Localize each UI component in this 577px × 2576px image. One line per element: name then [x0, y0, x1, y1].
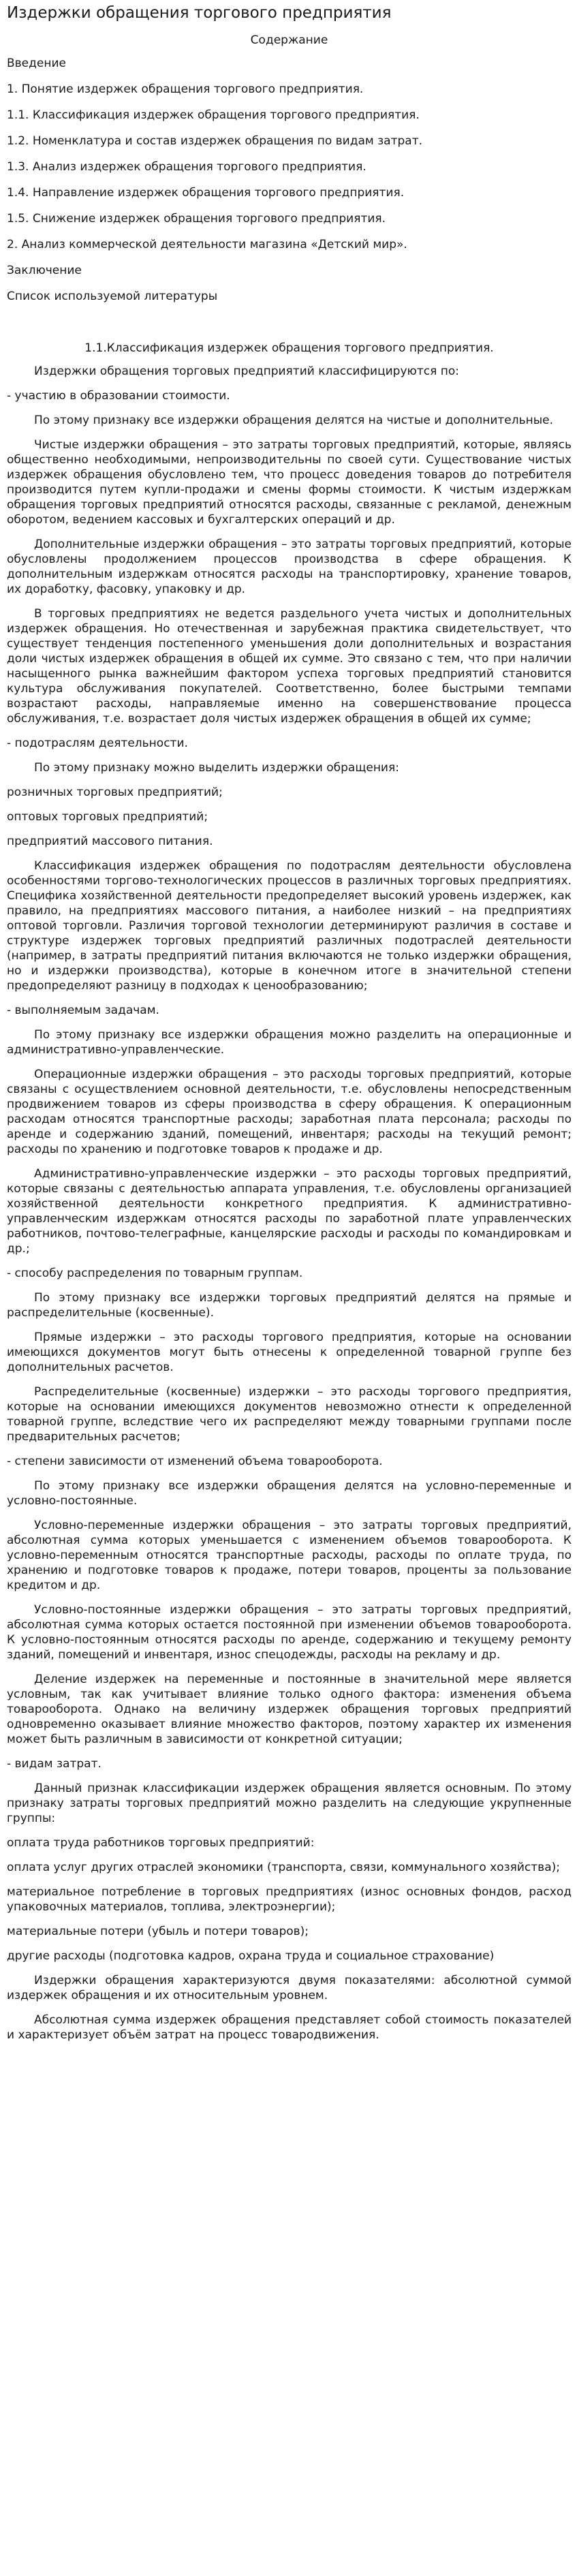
paragraph: материальное потребление в торговых предприятиях (износ основных фондов, расход упаковочных материалов, топлива, электроэнергии); [7, 1885, 572, 1914]
toc-item: Список используемой литературы [7, 290, 218, 303]
paragraph: - участию в образовании стоимости. [7, 389, 230, 403]
paragraph: По этому признаку все издержки обращения можно разделить на операционные и административно-управленческие. [7, 1028, 572, 1057]
toc-item: 1.4. Направление издержек обращения торгового предприятия. [7, 186, 405, 200]
section-title: 1.1.Классификация издержек обращения торгового предприятия. [84, 341, 494, 355]
paragraph: - видам затрат. [7, 1757, 102, 1771]
paragraph: По этому признаку все издержки обращения делятся на чистые и дополнительные. [34, 414, 554, 427]
paragraph: - подотраслям деятельности. [7, 736, 188, 750]
toc-item: 2. Анализ коммерческой деятельности магазина «Детский мир». [7, 238, 407, 251]
paragraph: Издержки обращения торговых предприятий классифицируются по: [34, 364, 459, 378]
table-of-contents [7, 56, 572, 304]
toc-item: 1. Понятие издержек обращения торгового предприятия. [7, 82, 364, 96]
paragraph: другие расходы (подготовка кадров, охрана труда и социальное страхование) [7, 1949, 495, 1963]
paragraph: Абсолютная сумма издержек обращения представляет собой стоимость показателей и характеризует объём затрат на процесс товародвижения. [7, 2013, 572, 2042]
paragraph: оплата услуг других отраслей экономики (транспорта, связи, коммунального хозяйства); [7, 1861, 560, 1874]
paragraph: Операционные издержки обращения – это расходы торговых предприятий, которые связаны с осуществлением основной деятельности, т.е. обусловлены непосредственным продвижением товаров из сферы производства в сферу обращения. К операционным расходам относятся транспортные расходы; заработная плата персонала; расходы по аренде и содержанию зданий, помещений, инвентаря; расходы на текущий ремонт; расходы по хранению и подготовке товаров к продаже и др. [7, 1068, 572, 1156]
toc-item: 1.2. Номенклатура и состав издержек обращения по видам затрат. [7, 134, 422, 148]
paragraph: По этому признаку все издержки торговых предприятий делятся на прямые и распределительные (косвенные). [7, 1291, 572, 1320]
paragraph: Прямые издержки – это расходы торгового предприятия, которые на основании имеющихся документов могут быть отнесены к определенной товарной группе без дополнительных расчетов. [7, 1331, 572, 1374]
paragraph: Условно-постоянные издержки обращения – это затраты торговых предприятий, абсолютная сумма которых остается постоянной при изменении объемов товарооборота. К условно-постоянным относятся расходы по аренде, содержанию и текущему ремонту зданий, помещений и инвентаря, износ спецодежды, расходы на рекламу и др. [7, 1603, 572, 1662]
paragraph: По этому признаку можно выделить издержки обращения: [34, 761, 399, 775]
paragraph: Распределительные (косвенные) издержки – это расходы торгового предприятия, которые на основании имеющихся документов невозможно отнести к определенной товарной группе, вследствие чего их распределяют между товарными группами после предварительных расчетов; [7, 1385, 572, 1444]
toc-item: 1.3. Анализ издержек обращения торгового предприятия. [7, 160, 367, 174]
paragraph: Дополнительные издержки обращения – это затраты торговых предприятий, которые обусловлены продолжением процессов производства в сфере обращения. К дополнительным издержкам относятся расходы на транспортировку, хранение товаров, их доработку, фасовку, упаковку и др. [7, 538, 572, 596]
paragraph: розничных торговых предприятий; [7, 786, 223, 799]
toc-item: Введение [7, 57, 66, 70]
document-title: Издержки обращения торгового предприятия [7, 4, 392, 22]
paragraph: Классификация издержек обращения по подотраслям деятельности обусловлена особенностями торгово-технологических процессов в различных торговых предприятиях. Специфика хозяйственной деятельности предопределяет высокий уровень издержек, как правило, на предприятиях массового питания, а наиболее низкий – на предприятиях оптовой торговли. Различия торговой технологии детерминируют различия в составе и структуре издержек торговых предприятий различных подотраслей деятельности (например, в затраты предприятий питания включаются не только издержки обращения, но и издержки производства), которые в конечном итоге в значительной степени предопределяют разницу в подходах к ценообразованию; [7, 859, 572, 993]
paragraph: Данный признак классификации издержек обращения является основным. По этому признаку затраты торговых предприятий можно разделить на следующие укрупненные группы: [7, 1782, 572, 1825]
document-body [7, 364, 572, 2043]
toc-heading: Содержание [250, 33, 328, 47]
paragraph: Деление издержек на переменные и постоянные в значительной мере является условным, так как учитывает влияние только одного фактора: изменения объема товарооборота. Однако на величину издержек обращения торговых предприятий одновременно оказывает влияние множество факторов, поэтому характер их изменения может быть различным в зависимости от конкретной ситуации; [7, 1673, 572, 1746]
paragraph: Издержки обращения характеризуются двумя показателями: абсолютной суммой издержек обращения и их относительным уровнем. [7, 1974, 572, 2002]
paragraph: По этому признаку все издержки обращения делятся на условно-переменные и условно-постоянные. [7, 1479, 572, 1508]
paragraph: предприятий массового питания. [7, 835, 213, 848]
paragraph: Административно-управленческие издержки – это расходы торговых предприятий, которые связаны с деятельностью аппарата управления, т.е. обусловлены организацией хозяйственной деятельности конкретного предприятия. К административно-управленческим издержкам относятся расходы по заработной плате управленческих работников, почтово-телеграфные, канцелярские расходы и расходы по командировкам и др.; [7, 1167, 572, 1256]
paragraph: В торговых предприятиях не ведется раздельного учета чистых и дополнительных издержек обращения. Но отечественная и зарубежная практика свидетельствует, что существует тенденция постепенного уменьшения доли дополнительных и возрастания доли чистых издержек обращения в общей их сумме. Это связано с тем, что при наличии насыщенного рынка важнейшим фактором успеха торговых предприятий становится культура обслуживания покупателей. Соответственно, более быстрыми темпами возрастают расходы, направляемые именно на совершенствование процесса обслуживания, т.е. возрастает доля чистых издержек обращения в общей их сумме; [7, 607, 572, 726]
paragraph: - выполняемым задачам. [7, 1004, 159, 1017]
paragraph: - способу распределения по товарным группам. [7, 1267, 303, 1280]
toc-item: 1.1. Классификация издержек обращения торгового предприятия. [7, 108, 420, 122]
paragraph: Условно-переменные издержки обращения – это затраты торговых предприятий, абсолютная сумма которых уменьшается с изменением объемов товарооборота. К условно-переменным относятся транспортные расходы, расходы по оплате труда, по хранению и подготовке товаров к продаже, потери товаров, проценты за пользование кредитом и др. [7, 1519, 572, 1592]
paragraph: оплата труда работников торговых предприятий: [7, 1836, 315, 1850]
paragraph: материальные потери (убыль и потери товаров); [7, 1925, 309, 1938]
toc-item: 1.5. Снижение издержек обращения торгового предприятия. [7, 212, 386, 226]
paragraph: оптовых торговых предприятий; [7, 810, 208, 824]
paragraph: - степени зависимости от изменений объема товарооборота. [7, 1455, 383, 1468]
paragraph: Чистые издержки обращения – это затраты торговых предприятий, которые, являясь общественно необходимыми, непроизводительны по своей сути. Существование чистых издержек обращения обусловлено тем, что процесс доведения товаров до потребителя производится путем купли-продажи и смены формы стоимости. К чистым издержкам обращения торговых предприятий относятся расходы, связанные с рекламой, денежным оборотом, ведением кассовых и бухгалтерских операций и др. [7, 438, 572, 527]
toc-item: Заключение [7, 264, 82, 277]
